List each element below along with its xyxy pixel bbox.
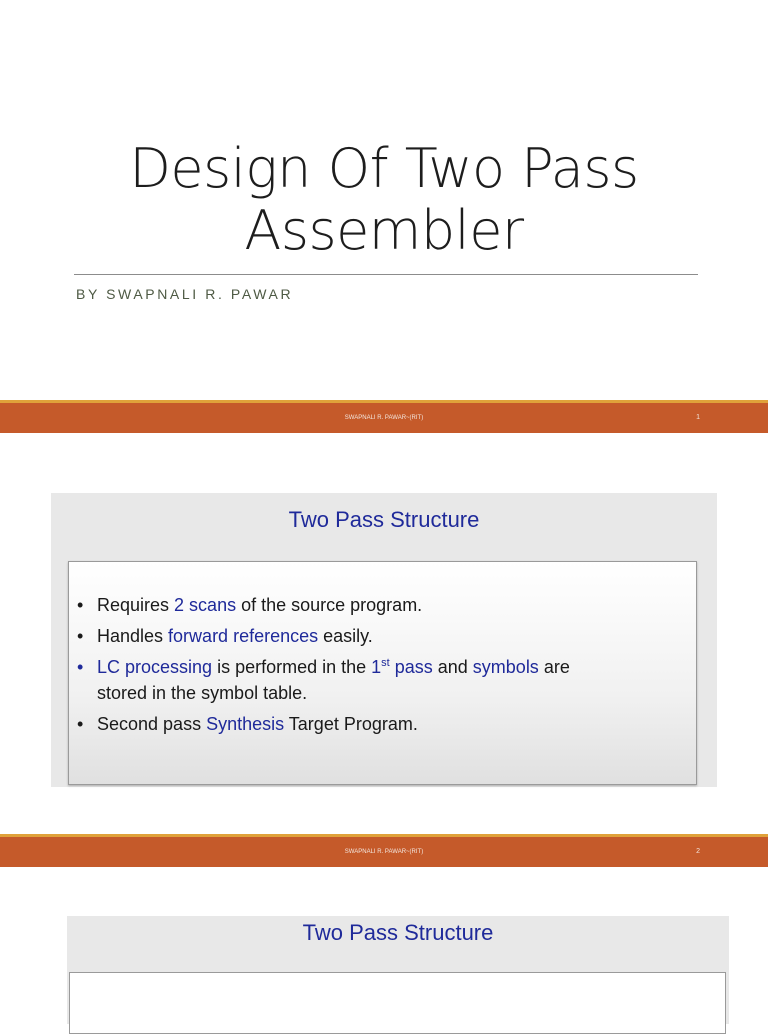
bullet-text: Handles bbox=[97, 626, 169, 646]
list-item bbox=[73, 623, 570, 649]
bullet-highlight: LC processing bbox=[97, 657, 213, 677]
bullet-text: is performed in the bbox=[212, 657, 372, 677]
footer-1-text: SWAPNALI R. PAWAR~(RIT) bbox=[344, 415, 424, 421]
list-item bbox=[73, 711, 570, 737]
bullet-glyph: • bbox=[77, 626, 84, 646]
bullet-glyph: • bbox=[77, 657, 84, 677]
title-divider bbox=[74, 274, 698, 275]
slide3-content-box bbox=[69, 972, 726, 1034]
slide1-title-line1: Design Of Two Pass bbox=[129, 137, 639, 200]
slide2-bullet-list bbox=[69, 592, 570, 742]
footer-1-page: 1 bbox=[696, 414, 700, 421]
bullet-text: easily. bbox=[318, 626, 373, 646]
bullet-text: of the source program. bbox=[236, 595, 423, 615]
slide3-title: Two Pass Structure bbox=[302, 920, 494, 945]
slide2-title: Two Pass Structure bbox=[288, 507, 480, 532]
bullet-highlight: 1 bbox=[371, 657, 382, 677]
slide1-byline: BY SWAPNALI R. PAWAR bbox=[76, 286, 294, 302]
list-item bbox=[73, 592, 570, 618]
bullet-glyph: • bbox=[77, 595, 84, 615]
bullet-superscript: st bbox=[381, 657, 390, 669]
bullet-text: Second pass bbox=[97, 714, 207, 734]
slide2-content-box bbox=[68, 561, 697, 785]
bullet-text: Requires bbox=[97, 595, 175, 615]
list-item bbox=[73, 654, 570, 706]
bullet-highlight: pass bbox=[389, 657, 433, 677]
bullet-glyph: • bbox=[77, 714, 84, 734]
slide1-title bbox=[0, 138, 768, 262]
bullet-highlight: symbols bbox=[472, 657, 539, 677]
bullet-text: and bbox=[432, 657, 473, 677]
footer-bar-2 bbox=[0, 834, 768, 867]
bullet-highlight: 2 scans bbox=[174, 595, 237, 615]
bullet-text: are bbox=[538, 657, 570, 677]
bullet-text: Target Program. bbox=[284, 714, 418, 734]
footer-2-page: 2 bbox=[696, 848, 700, 855]
footer-2-text: SWAPNALI R. PAWAR~(RIT) bbox=[344, 849, 424, 855]
slide3 bbox=[67, 916, 729, 1024]
footer-bar-1 bbox=[0, 400, 768, 433]
bullet-text: stored in the symbol table. bbox=[97, 683, 308, 703]
slide2 bbox=[51, 493, 717, 787]
slide1-title-line2: Assembler bbox=[244, 199, 524, 262]
bullet-highlight: forward references bbox=[168, 626, 319, 646]
bullet-highlight: Synthesis bbox=[206, 714, 285, 734]
